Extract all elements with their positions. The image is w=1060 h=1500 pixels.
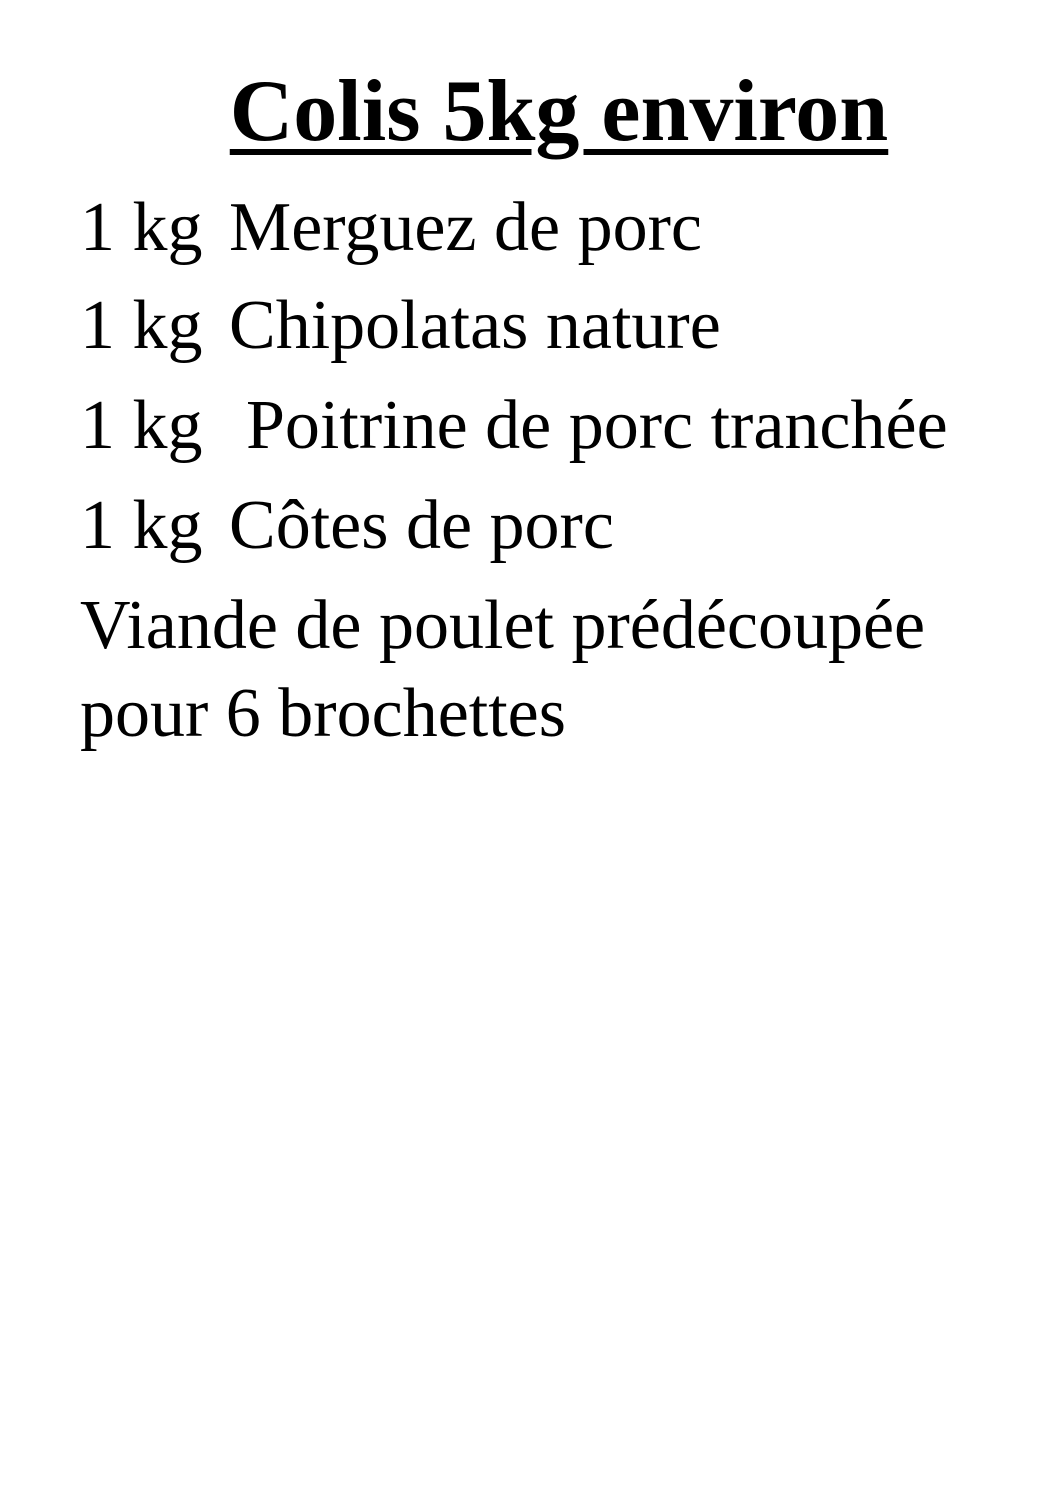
list-item	[80, 384, 948, 468]
item-quantity: 1 kg	[80, 189, 203, 266]
list-item	[80, 484, 614, 568]
item-name: Poitrine de porc tranchée	[246, 387, 948, 464]
page-title: Colis 5kg environ	[229, 63, 889, 160]
list-item	[80, 186, 702, 270]
extra-item-line-1: Viande de poulet prédécoupée	[80, 587, 926, 664]
list-item	[80, 284, 721, 368]
item-quantity: 1 kg	[80, 487, 203, 564]
item-quantity: 1 kg	[80, 287, 203, 364]
item-name: Chipolatas nature	[229, 287, 721, 364]
item-name: Merguez de porc	[229, 189, 702, 266]
item-quantity: 1 kg	[80, 387, 203, 464]
extra-item-line-2: pour 6 brochettes	[80, 675, 566, 752]
item-name: Côtes de porc	[229, 487, 614, 564]
